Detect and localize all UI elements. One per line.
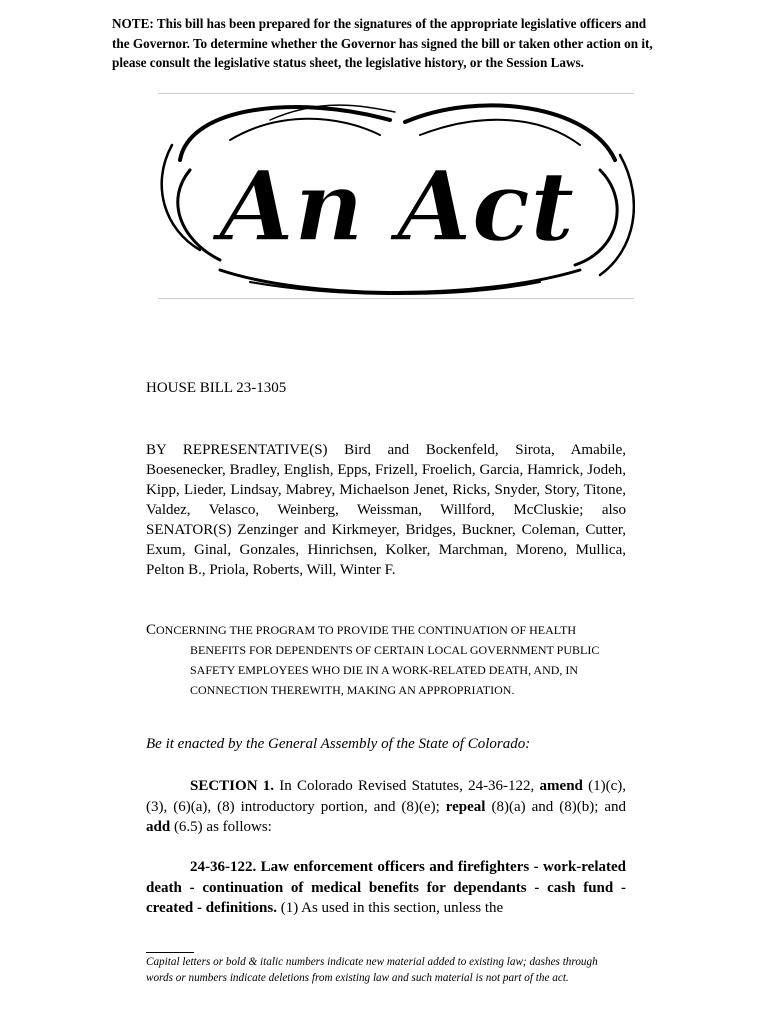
title-line-4: CONNECTION THEREWITH, MAKING AN APPROPRIATION.: [190, 683, 515, 697]
section-text-4: (6.5) as follows:: [173, 819, 272, 835]
an-act-flourish: [160, 100, 635, 295]
section-text-2: (1)(c), (3), (6)(a), (8) introductory portion, and (8)(e);: [146, 778, 627, 815]
footnote-divider: [146, 952, 194, 953]
signature-note: NOTE: This bill has been prepared for the signatures of the appropriate legislative officers and the Governor. To determine whether the Governor has signed the bill or taken other action on it, please consult the legislative status sheet, the legislative history, or the Session Laws.: [112, 16, 653, 70]
add-keyword: add: [146, 819, 171, 835]
repeal-keyword: repeal: [445, 798, 486, 815]
statute-24-36-122: [146, 857, 626, 919]
section-text-1: In Colorado Revised Statutes, 24-36-122,: [279, 778, 535, 794]
section-label: SECTION 1.: [190, 778, 275, 794]
top-divider: [158, 93, 634, 94]
statute-heading: 24-36-122. Law enforcement officers and firefighters - work-related death - continuation of medical benefits for dependants - cash fund - created - definitions.: [146, 859, 626, 916]
bill-number: HOUSE BILL 23-1305: [146, 380, 287, 396]
section-1: [146, 776, 626, 838]
title-lead-letter: C: [146, 622, 157, 638]
an-act-title: An Act: [219, 150, 575, 263]
an-act-logo: [160, 100, 635, 295]
amend-keyword: amend: [539, 778, 583, 794]
sponsor-list: BY REPRESENTATIVE(S) Bird and Bockenfeld, Sirota, Amabile, Boesenecker, Bradley, English, Epps, Frizell, Froelich, Garcia, Hamrick, Jodeh, Kipp, Lieder, Lindsay, Mabrey, Michaelson Jenet, Ricks, Snyder, Story, Titone, Valdez, Velasco, Weinberg, Weissman, Willford, McCluskie; also SENATOR(S) Zenzinger and Kirkmeyer, Bridges, Buckner, Coleman, Cutter, Exum, Ginal, Gonzales, Hinrichsen, Kolker, Marchman, Moreno, Mullica, Pelton B., Priola, Roberts, Will, Winter F.: [146, 442, 626, 578]
title-line-3: SAFETY EMPLOYEES WHO DIE IN A WORK-RELATED DEATH, AND, IN: [190, 663, 579, 677]
statute-text: (1) As used in this section, unless the: [280, 900, 504, 916]
enacting-clause: Be it enacted by the General Assembly of the State of Colorado:: [146, 736, 531, 752]
section-text-3: (8)(a) and (8)(b); and: [491, 798, 627, 815]
bill-title: [146, 620, 626, 700]
bottom-divider: [158, 298, 634, 299]
footnote: Capital letters or bold & italic numbers indicate new material added to existing law; dashes through words or numbers indicate deletions from existing law and such material is not part of the act.: [146, 956, 598, 984]
title-line-2: BENEFITS FOR DEPENDENTS OF CERTAIN LOCAL GOVERNMENT PUBLIC: [190, 643, 600, 657]
title-line-1: ONCERNING THE PROGRAM TO PROVIDE THE CONTINUATION OF HEALTH: [156, 623, 577, 637]
